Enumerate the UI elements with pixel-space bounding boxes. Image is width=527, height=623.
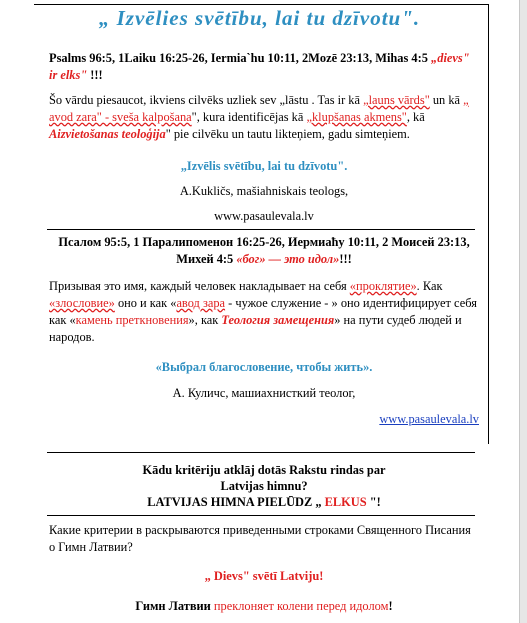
ru-avod-zara: авод зара xyxy=(176,296,226,310)
divider xyxy=(47,515,475,516)
window-edge xyxy=(519,0,527,623)
anthem-final-ru xyxy=(49,598,479,615)
ru-theology: Теология замещения xyxy=(221,313,335,327)
ru-refs-quote: «бог» — это идол» xyxy=(236,252,340,266)
ru-para-text-a: Призывая это имя, каждый человек накладывает на себя xyxy=(49,279,350,293)
ru-refs-end: !!! xyxy=(339,252,352,266)
anthem-lv-line-3a: LATVIJAS HIMNA PIELŪDZ „ xyxy=(147,495,325,509)
page-title: „ Izvēlies svētību, lai tu dzīvotu". xyxy=(98,6,421,30)
anthem-final-b: преклоняет колени перед идолом xyxy=(213,599,389,613)
ru-site-row xyxy=(49,411,479,428)
lv-para-text-a: Šo vārdu piesaucot, ikviens cilvēks uzliek sev „lāstu . Tas ir kā xyxy=(49,93,364,107)
lv-site: www.pasaulevala.lv xyxy=(214,209,314,223)
lv-paragraph xyxy=(49,92,479,143)
ru-site-link[interactable]: www.pasaulevala.lv xyxy=(379,412,479,426)
ru-para-text-c: оно и как « xyxy=(114,296,177,310)
ru-author: А. Куличс, машиахнисткий теолог, xyxy=(172,386,356,400)
ru-paragraph xyxy=(49,278,479,346)
lv-theology: Aizvietošanas teoloģija xyxy=(49,127,166,141)
ru-slander: «злословие» xyxy=(49,296,115,310)
page-border-top xyxy=(34,0,488,5)
ru-para-text-b: . Как xyxy=(416,279,443,293)
lv-refs-quote: „dievs" ir elks" xyxy=(49,51,470,82)
page-border-right xyxy=(488,4,489,444)
anthem-final-a: Гимн Латвии xyxy=(135,599,214,613)
anthem-lv-line-3c: "! xyxy=(366,495,381,509)
anthem-question-ru: Какие критерии в раскрываются приведенными строками Священного Писания о Гимн Латвии? xyxy=(49,523,471,554)
lv-stumbling-stone: „klupšanas akmens" xyxy=(306,110,407,124)
lv-scripture-refs xyxy=(49,50,479,84)
divider xyxy=(47,229,475,230)
lv-para-text-b: un kā xyxy=(429,93,464,107)
lv-refs-end: !!! xyxy=(87,68,103,82)
anthem-lv-line-2: Latvijas himnu? xyxy=(220,479,308,493)
ru-para-text-f: » на пути судеб людей и народов. xyxy=(49,313,462,344)
anthem-final-c: ! xyxy=(388,599,393,613)
lv-para-text-e: " pie cilvēku un tautu likteņiem, gadu simteņiem. xyxy=(165,127,410,141)
ru-para-text-e: », как xyxy=(188,313,222,327)
anthem-quote: „ Dievs" svētī Latviju! xyxy=(204,569,324,583)
lv-para-text-c: ", kura identificējas kā xyxy=(191,110,307,124)
ru-para-text-d: - чужое служение - » оно идентифицирует себя как « xyxy=(49,296,477,327)
divider xyxy=(47,452,475,453)
lv-author: A.Kukličs, mašiahniskais teologs, xyxy=(179,184,349,198)
anthem-lv-idols: ELKUS xyxy=(324,495,367,509)
lv-slogan: „Izvēlis svētību, lai tu dzīvotu". xyxy=(180,159,348,173)
lv-avod-zara: „ avod zara" - sveša kalpošana xyxy=(49,93,469,124)
anthem-question-lv xyxy=(49,462,479,510)
anthem-lv-line-3 xyxy=(49,494,479,510)
ru-stumbling-stone: камень преткновения xyxy=(75,313,189,327)
ru-refs-text: Псалом 95:5, 1 Паралипоменон 16:25-26, Иермиаћу 10:11, 2 Моисей 23:13, Михей 4:5 xyxy=(58,235,470,266)
ru-curse: «проклятие» xyxy=(349,279,417,293)
lv-refs-text: Psalms 96:5, 1Laiku 16:25-26, Iermia`hu 10:11, 2Mozē 23:13, Mihas 4:5 xyxy=(49,51,428,65)
ru-slogan: «Выбрал благословение, чтобы жить». xyxy=(155,360,373,374)
ru-scripture-refs xyxy=(49,234,479,268)
anthem-lv-line-1: Kādu kritēriju atklāj dotās Rakstu rindas par xyxy=(142,463,386,477)
lv-para-text-d: , kā xyxy=(406,110,425,124)
lv-curse-word: „launs vārds" xyxy=(363,93,430,107)
